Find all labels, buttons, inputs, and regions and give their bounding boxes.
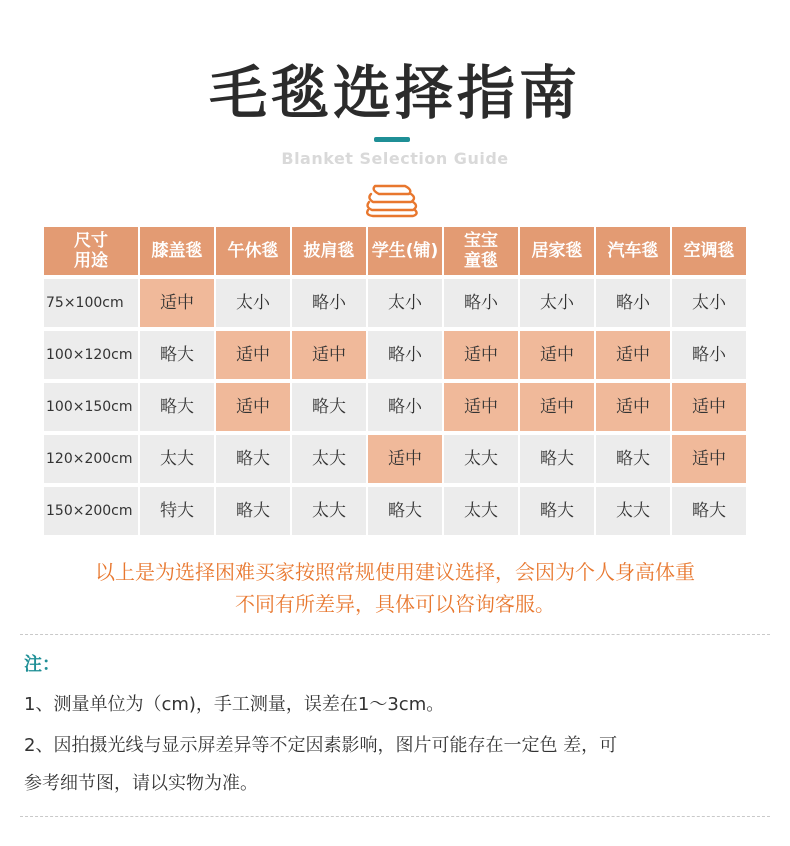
table-cell: 略小 (444, 279, 518, 327)
folded-blanket-icon (365, 182, 421, 218)
table-cell: 适中 (520, 383, 594, 431)
table-cell: 适中 (292, 331, 366, 379)
notice-line-2: 不同有所差异，具体可以咨询客服。 (235, 592, 555, 616)
table-cell: 略小 (368, 383, 442, 431)
row-size-label: 100×150cm (44, 383, 138, 431)
column-header: 午休毯 (216, 227, 290, 275)
column-header: 汽车毯 (596, 227, 670, 275)
table-cell: 略小 (672, 331, 746, 379)
row-size-label: 150×200cm (44, 487, 138, 535)
row-size-label: 75×100cm (44, 279, 138, 327)
table-cell: 适中 (216, 331, 290, 379)
column-header: 空调毯 (672, 227, 746, 275)
column-header: 膝盖毯 (140, 227, 214, 275)
table-cell: 略大 (140, 383, 214, 431)
table-cell: 略小 (368, 331, 442, 379)
table-cell: 适中 (672, 435, 746, 483)
table-cell: 太大 (444, 435, 518, 483)
table-cell: 太小 (216, 279, 290, 327)
table-cell: 太小 (520, 279, 594, 327)
table-cell: 略大 (140, 331, 214, 379)
page-title: 毛毯选择指南 (208, 59, 581, 127)
table-cell: 略大 (520, 435, 594, 483)
table-cell: 适中 (672, 383, 746, 431)
table-cell: 适中 (520, 331, 594, 379)
divider-bottom (20, 816, 770, 817)
table-cell: 太大 (140, 435, 214, 483)
note-line-3: 参考细节图，请以实物为准。 (24, 773, 258, 794)
table-cell: 略大 (368, 487, 442, 535)
table-cell: 略大 (216, 435, 290, 483)
table-cell: 略大 (216, 487, 290, 535)
note-line-1: 1、测量单位为（cm)，手工测量，误差在1～3cm。 (24, 694, 445, 715)
table-cell: 太大 (596, 487, 670, 535)
page-subtitle: Blanket Selection Guide (281, 149, 509, 168)
table-cell: 适中 (368, 435, 442, 483)
column-header: 披肩毯 (292, 227, 366, 275)
table-cell: 略大 (596, 435, 670, 483)
table-cell: 略小 (292, 279, 366, 327)
notes-label: 注： (24, 654, 60, 675)
table-cell: 太小 (672, 279, 746, 327)
table-cell: 适中 (216, 383, 290, 431)
table-cell: 适中 (444, 383, 518, 431)
table-cell: 略大 (520, 487, 594, 535)
table-cell: 太小 (368, 279, 442, 327)
notice-line-1: 以上是为选择困难买家按照常规使用建议选择，会因为个人身高体重 (95, 560, 695, 584)
table-cell: 适中 (444, 331, 518, 379)
size-guide-table (44, 227, 746, 535)
table-cell: 特大 (140, 487, 214, 535)
table-cell: 适中 (596, 383, 670, 431)
table-cell: 略大 (672, 487, 746, 535)
recommendation-notice (0, 556, 790, 620)
table-cell: 略小 (596, 279, 670, 327)
table-cell: 略大 (292, 383, 366, 431)
table-cell: 太大 (292, 487, 366, 535)
header-corner-size-usage: 尺寸 用途 (44, 227, 138, 275)
row-size-label: 120×200cm (44, 435, 138, 483)
table-cell: 太大 (444, 487, 518, 535)
note-line-2: 2、因拍摄光线与显示屏差异等不定因素影响，图片可能存在一定色 差，可 (24, 735, 618, 756)
table-cell: 太大 (292, 435, 366, 483)
column-header: 学生(铺) (368, 227, 442, 275)
title-underline (374, 137, 410, 142)
table-cell: 适中 (596, 331, 670, 379)
column-header: 居家毯 (520, 227, 594, 275)
row-size-label: 100×120cm (44, 331, 138, 379)
table-cell: 适中 (140, 279, 214, 327)
divider-top (20, 634, 770, 635)
column-header: 宝宝 童毯 (444, 227, 518, 275)
